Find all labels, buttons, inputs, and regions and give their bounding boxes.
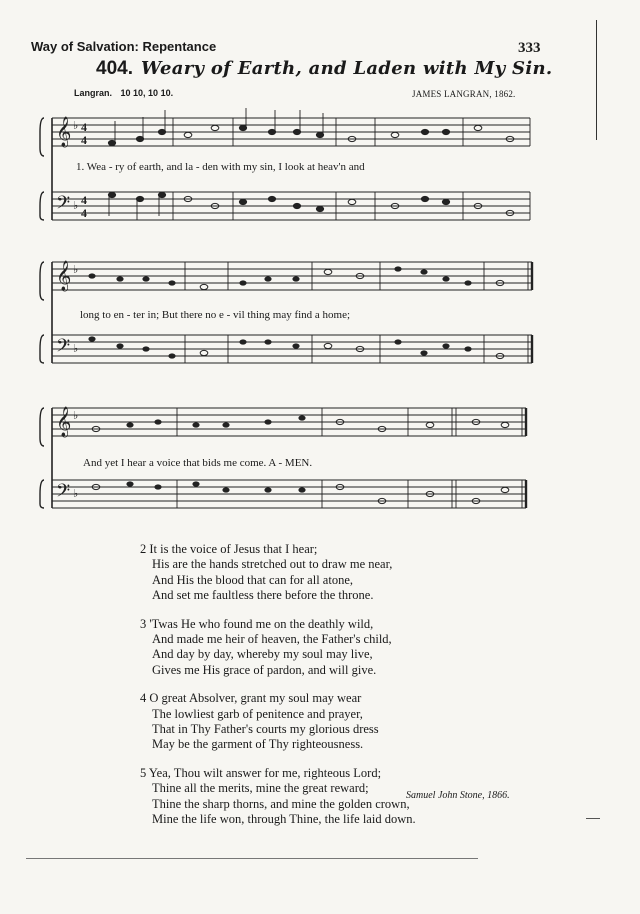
verse-line: His are the hands stretched out to draw me near, [152, 557, 393, 572]
verse-5 [140, 766, 416, 827]
verse-line: 5 Yea, Thou wilt answer for me, righteous Lord; [140, 766, 382, 781]
hymn-title-text: Weary of Earth, and Laden with My Sin. [140, 58, 553, 79]
verse-2 [140, 542, 416, 603]
music-system-1 [0, 108, 640, 228]
tune-info [74, 88, 173, 98]
svg-text:♭: ♭ [73, 409, 79, 422]
music-system-2 [0, 252, 640, 377]
time-signature-bottom: 4 [81, 133, 87, 147]
verse-line: And set me faultless there before the throne. [152, 587, 374, 602]
verse-line: And His the blood that can for all atone, [152, 572, 353, 587]
verse-line: The lowliest garb of penitence and prayer, [152, 706, 363, 721]
verse-line: And made me heir of heaven, the Father's child, [152, 631, 392, 646]
verse-line: May be the garment of Thy righteousness. [152, 737, 364, 752]
verses [140, 542, 416, 841]
svg-text:♭: ♭ [73, 342, 79, 355]
hymn-number: 404. [96, 58, 133, 79]
lyrics-line-3: And yet I hear a voice that bids me come. A - MEN. [83, 457, 313, 469]
svg-text:♭: ♭ [73, 119, 79, 132]
svg-text:♭: ♭ [73, 487, 79, 500]
tune-name: Langran. [74, 88, 113, 98]
page-number: 333 [518, 40, 541, 56]
verse-4 [140, 691, 416, 752]
lyrics-line-2: long to en - ter in; But there no e - vil thing may find a home; [80, 309, 351, 321]
svg-text:4: 4 [81, 206, 87, 220]
svg-text:♭: ♭ [73, 263, 79, 276]
verse-line: 3 'Twas He who found me on the deathly wild, [140, 616, 374, 631]
treble-clef-icon: 𝄞 [56, 407, 72, 437]
scan-bottom-line [26, 858, 478, 859]
verse-line: 4 O great Absolver, grant my soul may wear [140, 691, 362, 706]
scan-edge-tick [586, 818, 600, 819]
treble-clef-icon: 𝄞 [56, 261, 72, 291]
verse-line: That in Thy Father's courts my glorious dress [152, 721, 379, 736]
svg-text:4: 4 [81, 193, 87, 207]
bass-clef-icon: 𝄢 [56, 481, 71, 506]
hymn-title [96, 58, 552, 80]
bass-clef-icon: 𝄢 [56, 193, 71, 218]
bass-clef-icon: 𝄢 [56, 336, 71, 361]
svg-text:♭: ♭ [73, 199, 79, 212]
verse-line: Thine the sharp thorns, and mine the golden crown, [152, 796, 410, 811]
scan-edge-line [596, 20, 597, 140]
verse-line: Gives me His grace of pardon, and will give. [152, 662, 377, 677]
section-title: Way of Salvation: Repentance [31, 39, 217, 54]
lyrics-line-1: 1. Wea - ry of earth, and la - den with my sin, I look at heav'n and [76, 161, 365, 173]
time-signature-top: 4 [81, 120, 87, 134]
verse-line: And day by day, whereby my soul may live, [152, 647, 373, 662]
verse-3 [140, 617, 416, 678]
verse-line: Thine all the merits, mine the great reward; [152, 781, 369, 796]
composer: JAMES LANGRAN, 1862. [412, 89, 516, 99]
verse-line: 2 It is the voice of Jesus that I hear; [140, 542, 318, 556]
treble-clef-icon: 𝄞 [56, 117, 72, 147]
verse-line: Mine the life won, through Thine, the life laid down. [152, 811, 416, 826]
meter: 10 10, 10 10. [120, 88, 174, 98]
author-credit: Samuel John Stone, 1866. [406, 790, 510, 801]
music-system-3 [0, 398, 640, 523]
